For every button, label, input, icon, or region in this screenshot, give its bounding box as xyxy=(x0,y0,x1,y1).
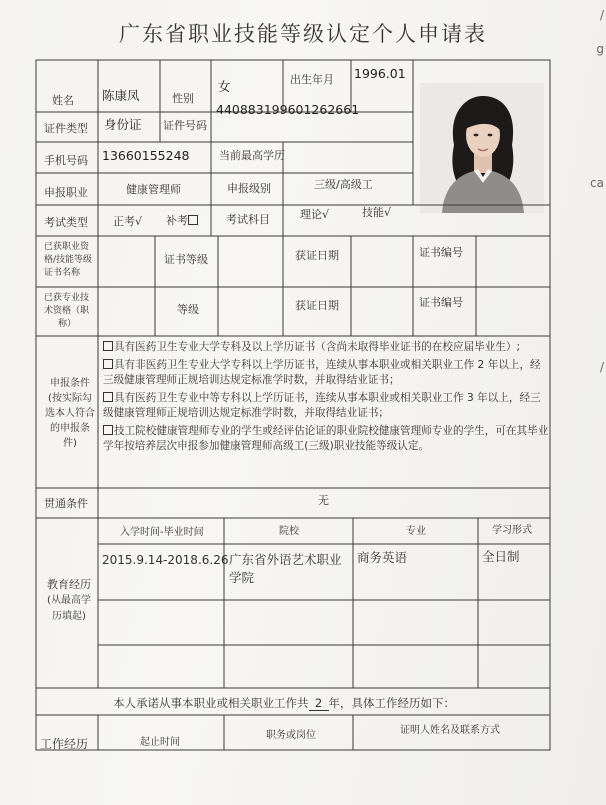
edu-mode-value[interactable]: 全日制 xyxy=(482,549,520,564)
side-mark: ca xyxy=(590,176,604,190)
edu-history-label: 教育经历 (从最高学 历填起) xyxy=(47,578,91,622)
theory-option[interactable]: 理论√ xyxy=(300,208,330,221)
education-label: 当前最高学历 xyxy=(219,149,285,162)
phone-label: 手机号码 xyxy=(44,154,88,167)
commitment-text: 本人承诺从事本职业或相关职业工作共 2 年，具体工作经历如下： xyxy=(113,696,455,710)
checkbox-icon[interactable] xyxy=(103,425,113,435)
cert-no-label: 证件号码 xyxy=(163,119,207,132)
cert-level-label: 证书等级 xyxy=(164,253,208,266)
condition-item[interactable]: 具有非医药卫生专业大学专科以上学历证书，连续从事本职业或相关职业工作 2 年以上，经三级健康管理师正规培训达规定标准学时数，并取得结业证书； xyxy=(103,358,541,386)
cert-no-value[interactable]: 440883199601262661 xyxy=(216,102,360,117)
side-mark: / xyxy=(599,8,604,22)
edu-header-mode: 学习形式 xyxy=(492,525,532,536)
condition-item[interactable]: 技工院校健康管理师专业的学生或经评估论证的职业院校健康管理师专业的学生，可在其毕业学年按培养层次申报参加健康管理师高级工(三级)职业技能等级认定。 xyxy=(103,424,549,452)
form-title: 广东省职业技能等级认定个人申请表 xyxy=(119,22,487,46)
exam-makeup-option[interactable]: 补考 xyxy=(166,214,199,228)
occupation-value[interactable]: 健康管理师 xyxy=(126,183,181,196)
grade-label: 等级 xyxy=(177,303,199,316)
commitment-years[interactable]: 2 xyxy=(309,696,329,711)
cert-type-value[interactable]: 身份证 xyxy=(104,117,142,132)
birth-label: 出生年月 xyxy=(290,73,334,86)
conditions-list xyxy=(103,340,549,457)
through-label: 贯通条件 xyxy=(44,497,88,510)
level-value[interactable]: 三级/高级工 xyxy=(314,178,373,191)
edu-header-school: 院校 xyxy=(279,526,299,537)
side-mark: / xyxy=(599,360,604,374)
qual-name-label: 已获职业资 格/技能等级 证书名称 xyxy=(44,242,93,278)
work-header-witness: 证明人姓名及联系方式 xyxy=(400,725,500,736)
exam-normal-option[interactable]: 正考√ xyxy=(113,215,143,228)
work-history-label: 工作经历 xyxy=(40,737,89,751)
birth-value[interactable]: 1996.01 xyxy=(354,66,406,81)
condition-item[interactable]: 具有医药卫生专业中等专科以上学历证书，连续从事本职业或相关职业工作 3 年以上，经三级健康管理师正规培训达规定标准学时数，并取得结业证书； xyxy=(103,391,541,419)
work-header-position: 职务或岗位 xyxy=(266,730,316,741)
checkbox-icon[interactable] xyxy=(103,341,113,351)
condition-item[interactable]: 具有医药卫生专业大学专科及以上学历证书（含尚未取得毕业证书的在校应届毕业生）; xyxy=(103,340,549,356)
edu-header-period: 入学时间-毕业时间 xyxy=(120,527,204,538)
phone-value[interactable]: 13660155248 xyxy=(102,148,190,163)
side-mark: g xyxy=(596,42,604,56)
skill-option[interactable]: 技能√ xyxy=(362,206,392,219)
cert-number-label: 证书编号 xyxy=(419,246,463,259)
name-label: 姓名 xyxy=(52,94,74,107)
cert-number-label: 证书编号 xyxy=(419,296,463,309)
cert-type-label: 证件类型 xyxy=(44,122,88,135)
work-header-period: 起止时间 xyxy=(140,737,180,748)
gender-value[interactable]: 女 xyxy=(218,79,231,94)
tech-qual-label: 已获专业技 术资格（职 称） xyxy=(44,293,90,329)
edu-major-value[interactable]: 商务英语 xyxy=(357,550,408,565)
issue-date-label: 获证日期 xyxy=(295,299,339,312)
conditions-label: 申报条件 (按实际勾 选本人符合 的申报条 件) xyxy=(45,378,95,449)
gender-label: 性别 xyxy=(172,92,194,105)
checkbox-icon[interactable] xyxy=(103,392,113,402)
occupation-label: 申报职业 xyxy=(44,186,88,199)
edu-header-major: 专业 xyxy=(406,526,426,537)
through-value[interactable]: 无 xyxy=(318,494,329,507)
edu-school-value[interactable]: 广东省外语艺术职业 学院 xyxy=(229,552,342,585)
name-value[interactable]: 陈康凤 xyxy=(102,88,140,103)
issue-date-label: 获证日期 xyxy=(295,249,339,262)
edu-period-value[interactable]: 2015.9.14-2018.6.26 xyxy=(102,553,229,567)
level-label: 申报级别 xyxy=(227,182,271,195)
exam-subject-label: 考试科目 xyxy=(226,213,270,226)
exam-type-label: 考试类型 xyxy=(44,216,88,229)
checkbox-icon[interactable] xyxy=(103,359,113,369)
checkbox-icon[interactable] xyxy=(188,215,198,225)
